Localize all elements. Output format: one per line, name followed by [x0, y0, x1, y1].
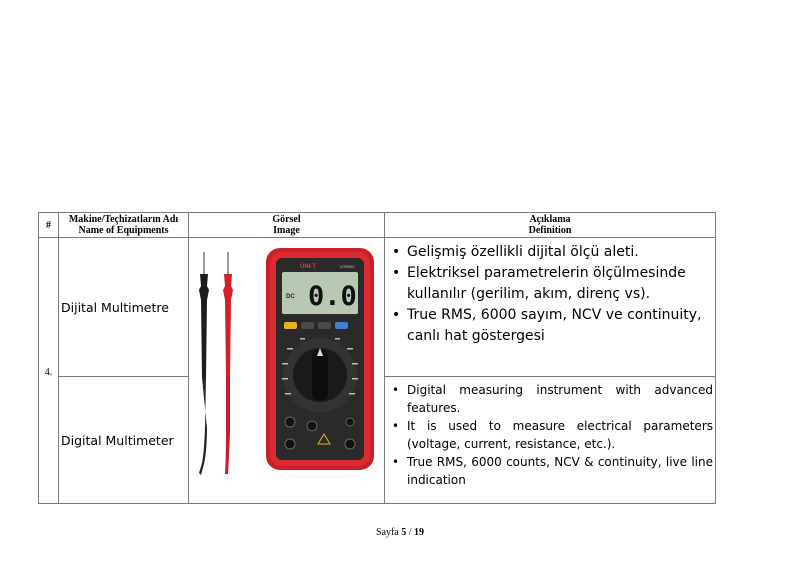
header-name-en: Name of Equipments	[78, 225, 169, 236]
definition-tr	[385, 238, 716, 377]
jack-ma	[307, 421, 317, 431]
probe-black	[199, 252, 209, 475]
jack-com	[285, 439, 295, 449]
header-name	[59, 213, 189, 238]
footer-page: 5	[401, 527, 407, 538]
definition-en-item: • Digital measuring instrument with advanced features.	[389, 381, 713, 417]
header-image-en: Image	[273, 225, 300, 236]
multimeter-image	[190, 238, 384, 498]
meter-body	[266, 248, 374, 470]
meter-display: 0.0	[307, 281, 357, 312]
footer-separator: /	[406, 527, 415, 538]
header-name-tr: Makine/Teçhizatların Adı	[68, 214, 179, 225]
range-button	[301, 322, 314, 329]
footer-total: 19	[414, 527, 425, 538]
equipment-image	[189, 238, 385, 504]
select-button	[284, 322, 297, 329]
definition-tr-item: • Elektriksel parametrelerin ölçülmesinde kullanılır (gerilim, akım, direnç vs).	[389, 263, 713, 305]
definition-tr-continuation: canlı hat göstergesi	[407, 328, 545, 344]
meter-mode: DC	[285, 294, 295, 300]
header-image	[189, 213, 385, 238]
header-definition-en: Definition	[528, 225, 572, 236]
definition-en	[385, 377, 716, 504]
equipment-name-tr: Dijital Multimetre	[59, 238, 189, 377]
header-definition-tr: Açıklama	[529, 214, 571, 225]
header-image-tr: Görsel	[272, 214, 301, 225]
row-turkish	[39, 238, 716, 377]
header-num: #	[39, 213, 59, 238]
row-number: 4.	[39, 238, 59, 504]
header-row	[39, 213, 716, 238]
hold-button	[318, 322, 331, 329]
probe-red	[223, 252, 233, 474]
definition-en-item: • It is used to measure electrical parameters (voltage, current, resistance, etc.).	[389, 417, 713, 453]
page-footer	[0, 527, 800, 538]
meter-model: UT890C	[339, 264, 355, 269]
equipment-name-en: Digital Multimeter	[59, 377, 189, 504]
footer-prefix: Sayfa	[375, 527, 402, 538]
meter-brand: UNI-T	[299, 264, 316, 270]
equipment-table	[38, 212, 716, 504]
definition-tr-item: • Gelişmiş özellikli dijital ölçü aleti.	[389, 242, 713, 263]
light-button	[335, 322, 348, 329]
definition-tr-item: • True RMS, 6000 sayım, NCV ve continuity, canlı hat göstergesi	[389, 305, 713, 347]
jack-10a	[285, 417, 295, 427]
definition-en-item: • True RMS, 6000 counts, NCV & continuity, live line indication	[389, 453, 713, 489]
jack-v	[345, 439, 355, 449]
header-definition	[385, 213, 716, 238]
